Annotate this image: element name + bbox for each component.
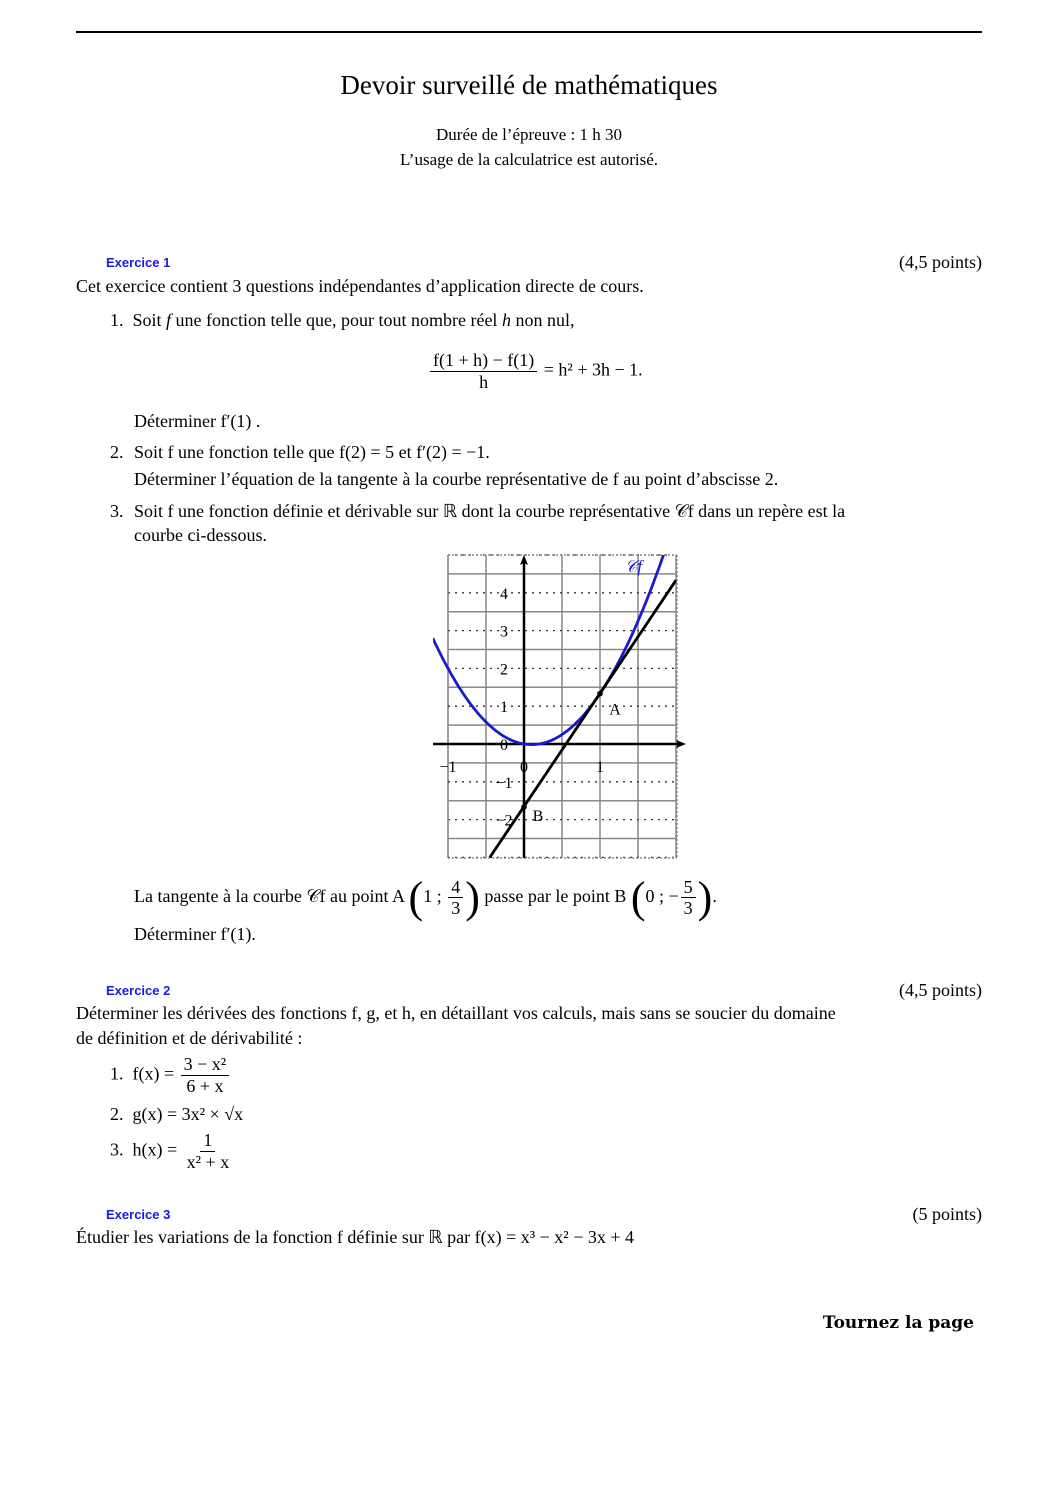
function-graph bbox=[420, 548, 690, 864]
ex1-q1-line: 1. Soit f une fonction telle que, pour tout nombre réel h non nul, bbox=[110, 310, 575, 330]
duration: Durée de l’épreuve : 1 h 30 bbox=[436, 125, 622, 144]
ex1-q1-equation bbox=[428, 350, 643, 392]
denominator: x² + x bbox=[186, 1151, 230, 1172]
q-number: 1. bbox=[110, 310, 124, 330]
paren-right: ) bbox=[697, 872, 713, 922]
exercise-1-points: (4,5 points) bbox=[899, 252, 982, 272]
paren-right: ) bbox=[465, 872, 480, 922]
ex1-q2-line1: Soit f une fonction telle que f(2) = 5 et f′(2) = −1. bbox=[134, 442, 490, 462]
tangent-text: La tangente à la courbe 𝒞f au point A bbox=[134, 886, 405, 906]
q-text: Soit bbox=[132, 310, 162, 330]
calculator-note: L’usage de la calculatrice est autorisé. bbox=[399, 150, 659, 169]
denominator: h bbox=[479, 371, 489, 392]
fraction bbox=[448, 877, 463, 919]
y-tick-label: 0 bbox=[500, 737, 508, 754]
ex1-q2-num: 2. bbox=[110, 442, 124, 462]
point-label-b: B bbox=[532, 808, 544, 826]
grid bbox=[448, 555, 677, 858]
period: . bbox=[712, 886, 717, 906]
q-text: non nul, bbox=[515, 310, 575, 330]
ex2-item-2 bbox=[110, 1104, 243, 1125]
item-number: 2. bbox=[110, 1104, 124, 1124]
denominator: 3 bbox=[451, 898, 461, 919]
point-a-x: 1 ; bbox=[423, 886, 442, 906]
ex2-item-3 bbox=[110, 1130, 234, 1172]
y-tick-label: 4 bbox=[500, 585, 508, 603]
item-number: 3. bbox=[110, 1139, 124, 1160]
fraction bbox=[181, 1054, 230, 1096]
exercise-2-points: (4,5 points) bbox=[899, 980, 982, 1000]
q-text: une fonction telle que, pour tout nombre réel bbox=[175, 310, 498, 330]
exercise-3-text: Étudier les variations de la fonction f définie sur ℝ par f(x) = x³ − x² − 3x + 4 bbox=[76, 1227, 635, 1247]
page-title: Devoir surveillé de mathématiques bbox=[340, 70, 718, 100]
x-tick-label: 1 bbox=[596, 759, 604, 776]
labels-layer bbox=[439, 586, 621, 830]
exercise-3-points: (5 points) bbox=[912, 1204, 982, 1224]
point-a bbox=[597, 691, 603, 697]
exercise-2-intro2: de définition et de dérivabilité : bbox=[76, 1028, 303, 1048]
item-number: 1. bbox=[110, 1063, 124, 1084]
x-tick-label: 0 bbox=[520, 759, 528, 776]
numerator: f(1 + h) − f(1) bbox=[430, 350, 537, 372]
exercise-1-intro: Cet exercice contient 3 questions indépendantes d’application directe de cours. bbox=[76, 276, 644, 296]
point-label-a: A bbox=[609, 701, 621, 719]
numerator: 1 bbox=[200, 1130, 215, 1152]
ex1-q3-tangent-line bbox=[134, 870, 717, 922]
exercise-3-label: Exercice 3 bbox=[106, 1207, 171, 1222]
paren-left: ( bbox=[630, 872, 646, 922]
exercise-2-label: Exercice 2 bbox=[106, 983, 171, 998]
item-expr: g(x) = 3x² × √x bbox=[132, 1104, 244, 1124]
tangent-text: passe par le point B bbox=[484, 886, 627, 906]
y-tick-label: −2 bbox=[495, 812, 513, 830]
y-tick-label: −1 bbox=[495, 774, 513, 792]
top-rule bbox=[76, 31, 982, 33]
turn-page-note: Tournez la page bbox=[822, 1313, 974, 1333]
point-b bbox=[521, 804, 527, 810]
ex1-q3-num: 3. bbox=[110, 501, 124, 521]
tangent-line bbox=[490, 580, 676, 857]
y-tick-label: 3 bbox=[500, 623, 508, 641]
equation-rhs: = h² + 3h − 1. bbox=[543, 359, 643, 380]
numerator: 3 − x² bbox=[181, 1054, 230, 1076]
ex1-q3-line2: courbe ci-dessous. bbox=[134, 525, 267, 545]
ex1-q3-ask: Déterminer f′(1). bbox=[134, 924, 256, 944]
ex1-q2-line2: Déterminer l’équation de la tangente à la courbe représentative de f au point d’abscisse 2. bbox=[134, 469, 779, 489]
denominator: 6 + x bbox=[186, 1075, 224, 1096]
exercise-1-label: Exercice 1 bbox=[106, 255, 171, 270]
fraction bbox=[430, 350, 537, 392]
point-b-x: 0 ; − bbox=[645, 886, 679, 906]
exercise-2-intro1: Déterminer les dérivées des fonctions f, g, et h, en détaillant vos calculs, mais sans se soucier du domaine bbox=[76, 1003, 836, 1023]
ex1-q3-line1: Soit f une fonction définie et dérivable sur ℝ dont la courbe représentative 𝒞f dans un repère est la bbox=[134, 501, 846, 521]
ex1-q1-ask: Déterminer f′(1) . bbox=[134, 411, 261, 431]
numerator: 5 bbox=[681, 877, 696, 899]
item-lhs: f(x) = bbox=[132, 1063, 175, 1084]
item-lhs: h(x) = bbox=[132, 1139, 178, 1160]
denominator: 3 bbox=[683, 898, 693, 919]
fraction bbox=[184, 1130, 233, 1172]
numerator: 4 bbox=[448, 877, 463, 899]
y-tick-label: 1 bbox=[500, 699, 508, 717]
curve-label: 𝒞f bbox=[625, 557, 643, 576]
y-tick-label: 2 bbox=[500, 661, 508, 679]
ex2-item-1 bbox=[110, 1054, 231, 1096]
fraction bbox=[681, 877, 696, 919]
x-tick-label: −1 bbox=[439, 759, 457, 776]
paren-left: ( bbox=[408, 872, 424, 922]
